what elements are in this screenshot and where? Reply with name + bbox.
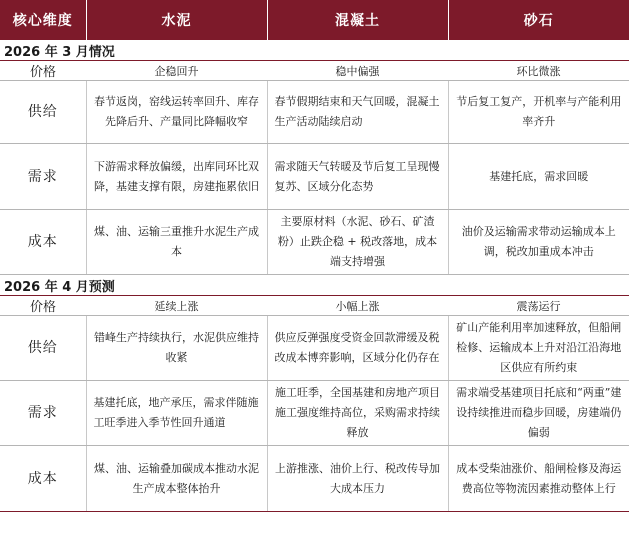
table-row — [0, 446, 629, 512]
price-trend-aggregate: 震荡运行 — [448, 296, 629, 316]
table-row — [0, 210, 629, 275]
header-aggregate: 砂石 — [448, 0, 629, 40]
table-cell: 下游需求释放偏缓，出库同环比双降，基建支撑有限，房建拖累依旧 — [86, 144, 267, 210]
row-label-price: 价格 — [0, 296, 86, 316]
table-cell: 施工旺季，全国基建和房地产项目施工强度维持高位，采购需求持续释放 — [267, 381, 448, 446]
row-label-demand: 需求 — [0, 144, 86, 210]
header-concrete: 混凝土 — [267, 0, 448, 40]
row-label-cost: 成本 — [0, 446, 86, 512]
price-trend-aggregate: 环比微涨 — [448, 61, 629, 81]
table-cell: 煤、油、运输叠加碳成本推动水泥生产成本整体抬升 — [86, 446, 267, 512]
table-cell: 错峰生产持续执行，水泥供应维持收紧 — [86, 316, 267, 381]
section-title: 2026 年 4 月预测 — [0, 275, 629, 296]
header-row — [0, 0, 629, 40]
table-cell: 基建托底，需求回暖 — [448, 144, 629, 210]
price-trend-row — [0, 296, 629, 316]
table-row — [0, 81, 629, 144]
price-trend-row — [0, 61, 629, 81]
price-trend-concrete: 稳中偏强 — [267, 61, 448, 81]
table-cell: 需求随天气转暖及节后复工呈现慢复苏、区域分化态势 — [267, 144, 448, 210]
price-trend-cement: 企稳回升 — [86, 61, 267, 81]
table-cell: 成本受柴油涨价、船闸检修及海运费高位等物流因素推动整体上行 — [448, 446, 629, 512]
table-cell: 矿山产能利用率加速释放，但船闸检修、运输成本上升对沿江沿海地区供应有所约束 — [448, 316, 629, 381]
table-cell: 基建托底，地产承压，需求伴随施工旺季进入季节性回升通道 — [86, 381, 267, 446]
table-cell: 主要原材料（水泥、砂石、矿渣粉）止跌企稳 + 税改落地，成本端支持增强 — [267, 210, 448, 275]
table-cell: 节后复工复产，开机率与产能利用率齐升 — [448, 81, 629, 144]
header-dimension: 核心维度 — [0, 0, 86, 40]
table-row — [0, 316, 629, 381]
table-cell: 供应反弹强度受资金回款滞缓及税改成本博弈影响，区域分化仍存在 — [267, 316, 448, 381]
header-cement: 水泥 — [86, 0, 267, 40]
row-label-supply: 供给 — [0, 81, 86, 144]
section-row — [0, 40, 629, 61]
price-trend-cement: 延续上涨 — [86, 296, 267, 316]
table-cell: 需求端受基建项目托底和“两重”建设持续推进而稳步回暖，房建端仍偏弱 — [448, 381, 629, 446]
row-label-price: 价格 — [0, 61, 86, 81]
section-row — [0, 275, 629, 296]
price-trend-concrete: 小幅上涨 — [267, 296, 448, 316]
row-label-demand: 需求 — [0, 381, 86, 446]
table-cell: 煤、油、运输三重推升水泥生产成本 — [86, 210, 267, 275]
table-cell: 春节假期结束和天气回暖，混凝土生产活动陆续启动 — [267, 81, 448, 144]
table-cell: 上游推涨、油价上行、税改传导加大成本压力 — [267, 446, 448, 512]
table-cell: 油价及运输需求带动运输成本上调，税改加重成本冲击 — [448, 210, 629, 275]
table-row — [0, 381, 629, 446]
row-label-supply: 供给 — [0, 316, 86, 381]
table-cell: 春节返岗，窑线运转率回升、库存先降后升、产量同比降幅收窄 — [86, 81, 267, 144]
row-label-cost: 成本 — [0, 210, 86, 275]
table-row — [0, 144, 629, 210]
section-title: 2026 年 3 月情况 — [0, 40, 629, 61]
